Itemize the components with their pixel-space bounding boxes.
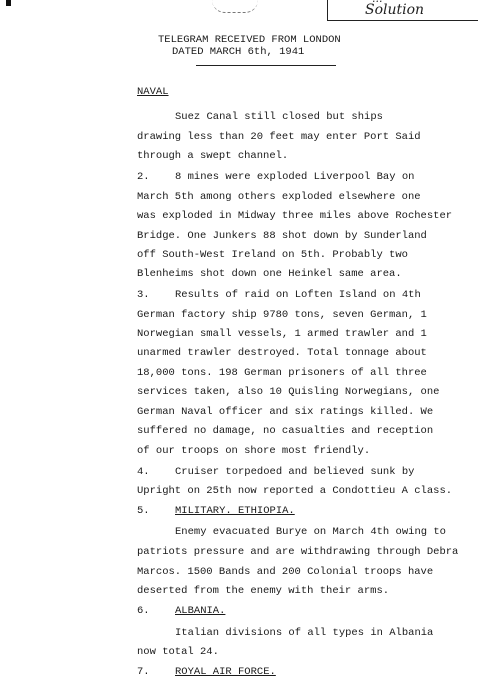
title-line-2: DATED MARCH 6th, 1941 (172, 46, 305, 58)
document-title (158, 34, 341, 58)
section-heading-naval: NAVAL (137, 86, 169, 98)
page-corner-mark (6, 0, 11, 6)
paragraph-number: 6. (137, 605, 150, 617)
text-line: Marcos. 1500 Bands and 200 Colonial troops have (137, 566, 434, 578)
paragraph-number: 5. (137, 505, 150, 517)
paragraph-number: 7. (137, 666, 150, 678)
text-line: suffered no damage, no casualties and reception (137, 425, 434, 437)
text-line: Enemy evacuated Burye on March 4th owing to (175, 526, 446, 538)
title-line-1: TELEGRAM RECEIVED FROM LONDON (158, 34, 341, 46)
text-line: was exploded in Midway three miles above Rochester (137, 210, 453, 222)
paragraph-number: 3. (137, 289, 150, 301)
section-heading-albania: ALBANIA. (175, 605, 226, 617)
text-line: patriots pressure and are withdrawing through Debra (137, 546, 459, 558)
text-line: off South-West Ireland on 5th. Probably two (137, 249, 408, 261)
text-line: Cruiser torpedoed and believed sunk by (175, 466, 415, 478)
text-line: German factory ship 9780 tons, seven German, 1 (137, 309, 427, 321)
text-line: Italian divisions of all types in Albania (175, 627, 434, 639)
text-line: Upright on 25th now reported a Condottieu A class. (137, 485, 453, 497)
text-line: March 5th among others exploded elsewhere one (137, 191, 421, 203)
text-line: drawing less than 20 feet may enter Port Said (137, 131, 421, 143)
text-line: 18,000 tons. 198 German prisoners of all three (137, 367, 427, 379)
text-line: German Naval officer and six ratings killed. We (137, 406, 434, 418)
title-underline (196, 65, 336, 66)
section-heading-raf: ROYAL AIR FORCE. (175, 666, 276, 678)
text-line: deserted from the enemy with their arms. (137, 585, 390, 597)
stamp-mark (212, 0, 258, 13)
text-line: Bridge. One Junkers 88 shot down by Sunderland (137, 230, 427, 242)
text-line: of our troops on shore most friendly. (137, 445, 371, 457)
text-line: 8 mines were exploded Liverpool Bay on (175, 171, 415, 183)
paragraph-number: 4. (137, 466, 150, 478)
text-line: unarmed trawler destroyed. Total tonnage about (137, 347, 427, 359)
text-line: Norwegian small vessels, 1 armed trawler and 1 (137, 328, 427, 340)
text-line: Results of raid on Loften Island on 4th (175, 289, 421, 301)
text-line: Blenheims shot down one Heinkel same area. (137, 268, 402, 280)
text-line: services taken, also 10 Quisling Norwegians, one (137, 386, 440, 398)
paragraph-number: 2. (137, 171, 150, 183)
section-heading-military: MILITARY. ETHIOPIA. (175, 505, 295, 517)
text-line: Suez Canal still closed but ships (175, 111, 383, 123)
text-line: through a swept channel. (137, 150, 289, 162)
text-line: now total 24. (137, 646, 219, 658)
annotation-label: Solution (365, 2, 425, 18)
